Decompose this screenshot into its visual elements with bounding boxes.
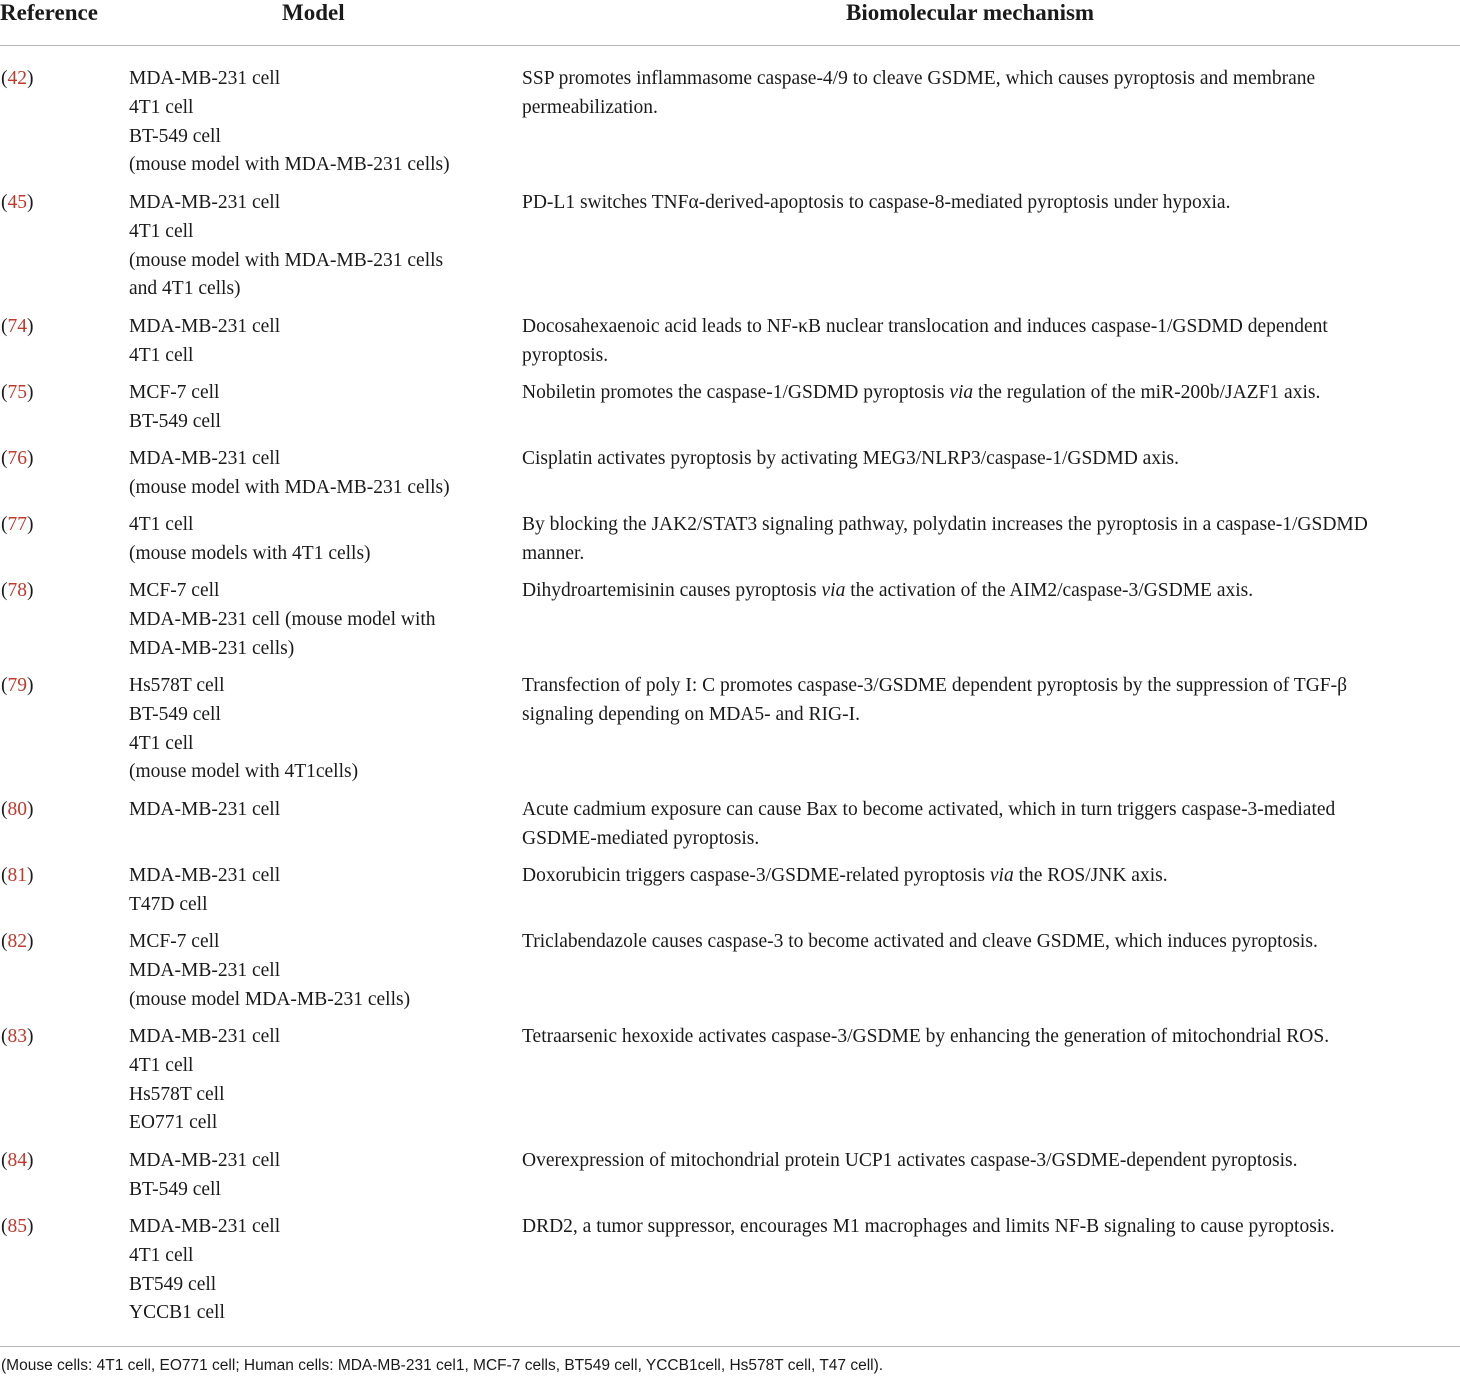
model-line: (mouse model with 4T1cells) — [129, 761, 359, 783]
reference-link[interactable]: 79 — [7, 675, 27, 696]
header-mechanism: Biomolecular mechanism — [846, 0, 1095, 25]
model-line: BT-549 cell — [129, 125, 221, 147]
reference-link[interactable]: 85 — [7, 1216, 27, 1237]
model-line: BT549 cell — [129, 1273, 217, 1295]
model-line: MDA-MB-231 cell — [129, 448, 281, 469]
mechanism-line: permeabilization. — [522, 96, 658, 118]
model-line: MDA-MB-231 cell — [129, 1026, 281, 1047]
reference-cell: (45) — [1, 192, 34, 213]
mechanism-line: DRD2, a tumor suppressor, encourages M1 macrophages and limits NF-B signaling to cause pyroptosis. — [522, 1216, 1335, 1237]
mechanism-cell — [522, 796, 1452, 854]
mechanism-cell — [522, 313, 1452, 371]
model-line: 4T1 cell — [129, 344, 194, 366]
model-line: 4T1 cell — [129, 220, 194, 242]
mechanism-line: Cisplatin activates pyroptosis by activating MEG3/NLRP3/caspase-1/GSDMD axis. — [522, 448, 1179, 469]
footer-divider — [0, 1346, 1460, 1347]
model-line: MCF-7 cell — [129, 580, 220, 601]
model-line: MCF-7 cell — [129, 931, 220, 952]
reference-cell: (76) — [1, 448, 34, 469]
header-reference: Reference — [0, 0, 98, 25]
model-cell — [129, 796, 499, 825]
model-cell — [129, 862, 499, 920]
model-line: MDA-MB-231 cell — [129, 68, 281, 89]
reference-link[interactable]: 80 — [7, 799, 27, 820]
reference-cell: (74) — [1, 316, 34, 337]
model-line: Hs578T cell — [129, 1083, 225, 1105]
reference-link[interactable]: 42 — [7, 68, 27, 89]
reference-link[interactable]: 83 — [7, 1026, 27, 1047]
reference-link[interactable]: 77 — [7, 514, 27, 535]
reference-link[interactable]: 81 — [7, 865, 27, 886]
reference-link[interactable]: 75 — [7, 382, 27, 403]
model-line: (mouse models with 4T1 cells) — [129, 542, 371, 564]
mechanism-cell — [522, 672, 1452, 730]
reference-link[interactable]: 76 — [7, 448, 27, 469]
model-line: MDA-MB-231 cell — [129, 316, 281, 337]
mechanism-line: Doxorubicin triggers caspase-3/GSDME-related pyroptosis via the ROS/JNK axis. — [522, 865, 1168, 886]
model-cell — [129, 1213, 499, 1328]
mechanism-cell — [522, 1213, 1452, 1242]
model-cell — [129, 577, 499, 663]
mechanism-line: By blocking the JAK2/STAT3 signaling pathway, polydatin increases the pyroptosis in a caspase-1/GSDMD — [522, 514, 1368, 535]
model-line: MDA-MB-231 cell — [129, 959, 281, 981]
model-line: MDA-MB-231 cell — [129, 1150, 281, 1171]
model-line: (mouse model MDA-MB-231 cells) — [129, 988, 411, 1010]
mechanism-line: Nobiletin promotes the caspase-1/GSDMD pyroptosis via the regulation of the miR-200b/JAZF1 axis. — [522, 382, 1321, 403]
mechanism-cell — [522, 928, 1452, 957]
reference-link[interactable]: 84 — [7, 1150, 27, 1171]
mechanism-line: Docosahexaenoic acid leads to NF-κB nuclear translocation and induces caspase-1/GSDMD dependent — [522, 316, 1328, 337]
model-line: BT-549 cell — [129, 1178, 221, 1200]
model-line: EO771 cell — [129, 1112, 218, 1134]
table-footnote: (Mouse cells: 4T1 cell, EO771 cell; Human cells: MDA-MB-231 cel1, MCF-7 cells, BT549 cell, YCCB1cell, Hs578T cell, T47 cell). — [1, 1357, 884, 1374]
model-cell — [129, 672, 499, 787]
model-line: and 4T1 cells) — [129, 278, 241, 300]
model-cell — [129, 511, 499, 569]
model-line: 4T1 cell — [129, 1054, 194, 1076]
mechanism-cell — [522, 511, 1452, 569]
mechanism-line: Overexpression of mitochondrial protein UCP1 activates caspase-3/GSDME-dependent pyroptosis. — [522, 1150, 1298, 1171]
model-line: 4T1 cell — [129, 514, 194, 535]
mechanism-cell — [522, 862, 1452, 891]
model-line: MCF-7 cell — [129, 382, 220, 403]
reference-link[interactable]: 82 — [7, 931, 27, 952]
model-line: MDA-MB-231 cell — [129, 1216, 281, 1237]
model-line: BT-549 cell — [129, 703, 221, 725]
header-divider — [0, 45, 1460, 46]
model-line: MDA-MB-231 cells) — [129, 637, 295, 659]
mechanism-line: Dihydroartemisinin causes pyroptosis via the activation of the AIM2/caspase-3/GSDME axis. — [522, 580, 1254, 601]
model-cell — [129, 313, 499, 371]
reference-cell: (42) — [1, 68, 34, 89]
mechanism-line: signaling depending on MDA5- and RIG-I. — [522, 703, 860, 725]
mechanism-cell — [522, 189, 1452, 218]
reference-cell: (80) — [1, 799, 34, 820]
reference-cell: (77) — [1, 514, 34, 535]
model-cell — [129, 189, 499, 304]
model-line: MDA-MB-231 cell — [129, 865, 281, 886]
model-line: MDA-MB-231 cell — [129, 799, 281, 820]
reference-cell: (84) — [1, 1150, 34, 1171]
mechanism-cell — [522, 65, 1452, 123]
model-line: 4T1 cell — [129, 96, 194, 118]
mechanism-line: GSDME-mediated pyroptosis. — [522, 827, 760, 849]
mechanism-line: Tetraarsenic hexoxide activates caspase-3/GSDME by enhancing the generation of mitochondrial ROS. — [522, 1026, 1330, 1047]
reference-cell: (75) — [1, 382, 34, 403]
model-line: MDA-MB-231 cell — [129, 192, 281, 213]
reference-cell: (83) — [1, 1026, 34, 1047]
reference-link[interactable]: 78 — [7, 580, 27, 601]
mechanism-line: SSP promotes inflammasome caspase-4/9 to cleave GSDME, which causes pyroptosis and membrane — [522, 68, 1316, 89]
model-line: (mouse model with MDA-MB-231 cells — [129, 249, 444, 271]
model-line: (mouse model with MDA-MB-231 cells) — [129, 476, 450, 498]
model-cell — [129, 928, 499, 1014]
model-cell — [129, 379, 499, 437]
reference-cell: (85) — [1, 1216, 34, 1237]
model-cell — [129, 445, 499, 503]
mechanism-line: Triclabendazole causes caspase-3 to become activated and cleave GSDME, which induces pyroptosis. — [522, 931, 1318, 952]
reference-link[interactable]: 45 — [7, 192, 27, 213]
mechanism-cell — [522, 1147, 1452, 1176]
model-line: BT-549 cell — [129, 410, 221, 432]
model-line: 4T1 cell — [129, 732, 194, 754]
mechanism-line: manner. — [522, 542, 585, 564]
model-cell — [129, 1023, 499, 1138]
mechanism-line: Transfection of poly I: C promotes caspase-3/GSDME dependent pyroptosis by the suppression of TGF-β — [522, 675, 1348, 696]
reference-cell: (81) — [1, 865, 34, 886]
reference-cell: (82) — [1, 931, 34, 952]
mechanism-line: pyroptosis. — [522, 344, 609, 366]
reference-cell: (78) — [1, 580, 34, 601]
mechanism-cell — [522, 445, 1452, 474]
model-cell — [129, 65, 499, 180]
mechanism-cell — [522, 379, 1452, 408]
mechanism-line: PD-L1 switches TNFα-derived-apoptosis to caspase-8-mediated pyroptosis under hypoxia. — [522, 192, 1231, 213]
model-line: 4T1 cell — [129, 1244, 194, 1266]
reference-cell: (79) — [1, 675, 34, 696]
model-line: YCCB1 cell — [129, 1302, 225, 1324]
header-model: Model — [282, 0, 345, 25]
mechanism-cell — [522, 577, 1452, 606]
mechanism-line: Acute cadmium exposure can cause Bax to become activated, which in turn triggers caspase-3-mediated — [522, 799, 1336, 820]
mechanism-cell — [522, 1023, 1452, 1052]
model-line: Hs578T cell — [129, 675, 225, 696]
model-line: (mouse model with MDA-MB-231 cells) — [129, 154, 450, 176]
model-cell — [129, 1147, 499, 1205]
model-line: T47D cell — [129, 893, 208, 915]
reference-link[interactable]: 74 — [7, 316, 27, 337]
model-line: MDA-MB-231 cell (mouse model with — [129, 608, 436, 630]
